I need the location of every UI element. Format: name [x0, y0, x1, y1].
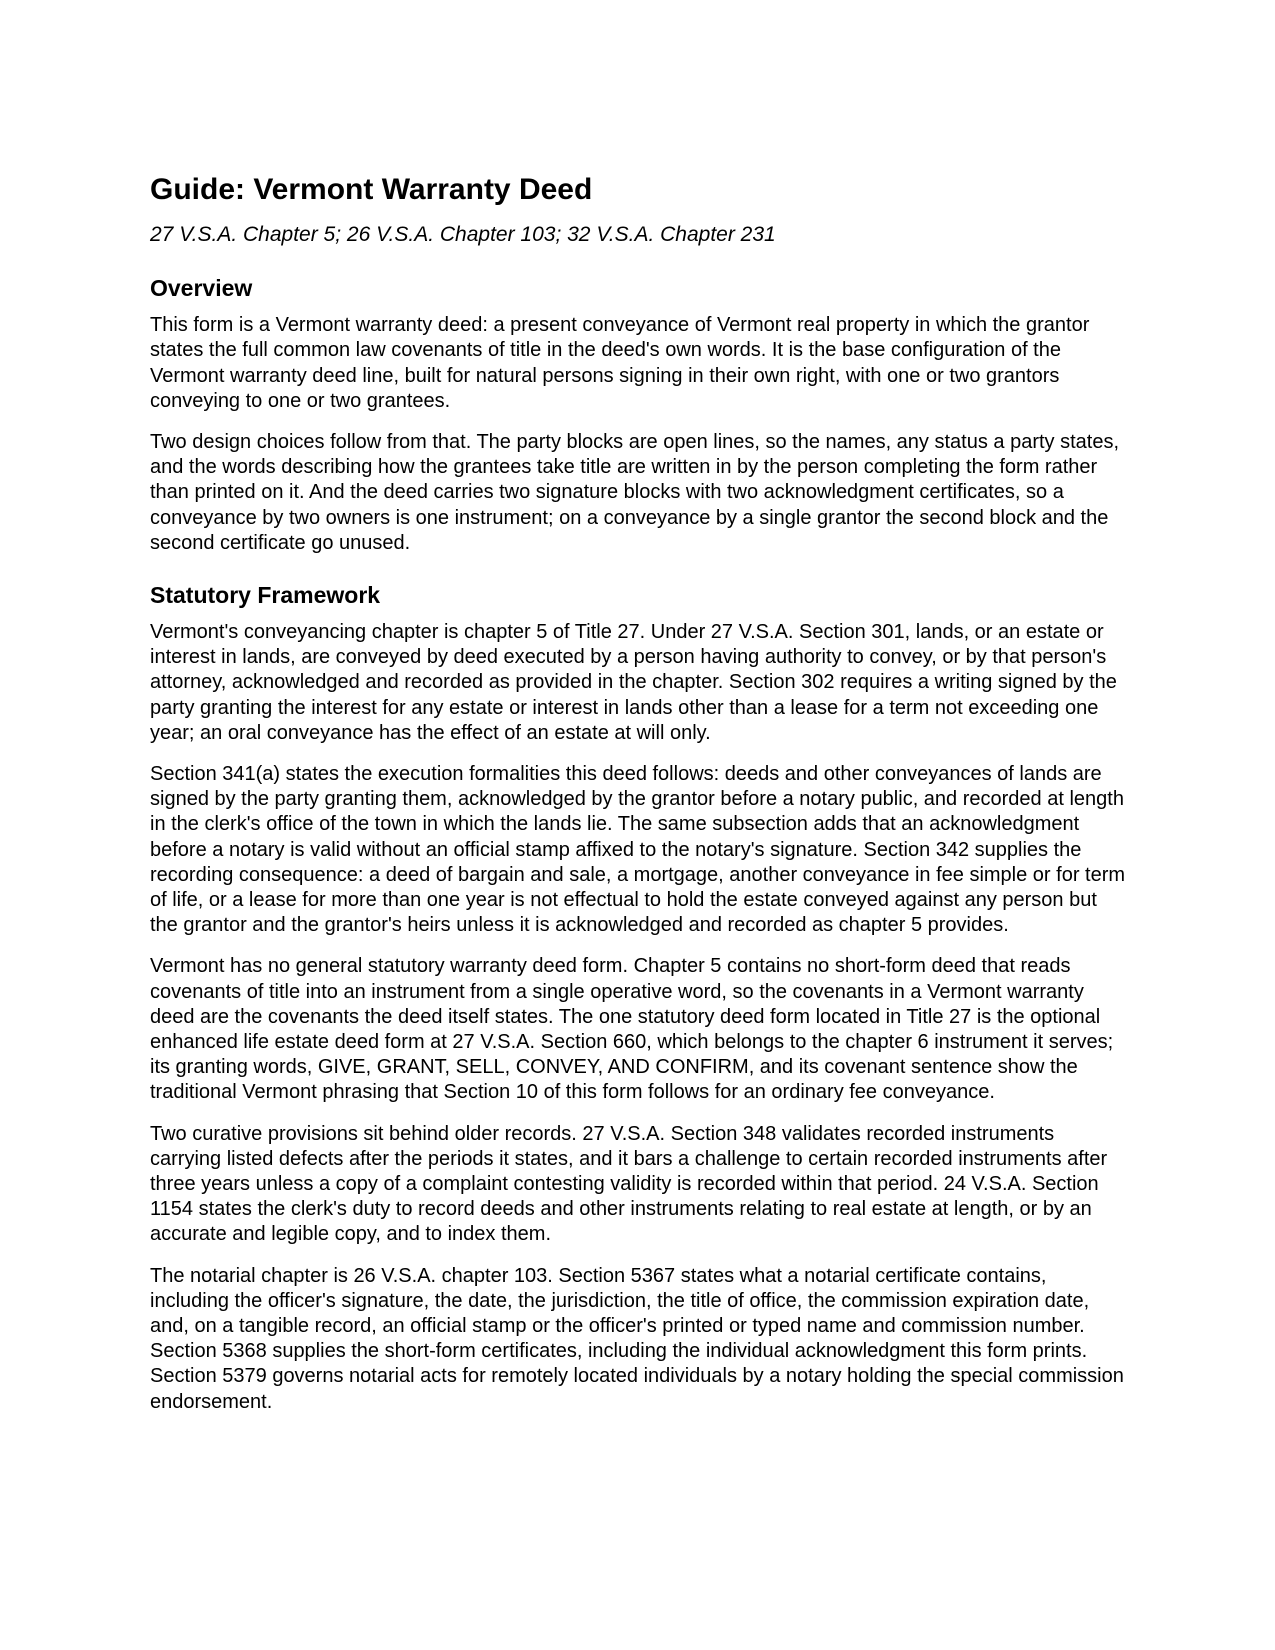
statutory-citation: 27 V.S.A. Chapter 5; 26 V.S.A. Chapter 103; 32 V.S.A. Chapter 231 — [150, 223, 776, 246]
paragraph: Vermont has no general statutory warranty deed form. Chapter 5 contains no short-form deed that reads covenants of title into an instrument from a single operative word, so the covenants in a Vermont warranty deed are the covenants the deed itself states. The one statutory deed form located in Title 27 is the optional enhanced life estate deed form at 27 V.S.A. Section 660, which belongs to the chapter 6 instrument it serves; its granting words, GIVE, GRANT, SELL, CONVEY, AND CONFIRM, and its covenant sentence show the traditional Vermont phrasing that Section 10 of this form follows for an ordinary fee conveyance. — [150, 955, 1114, 1104]
page-title: Guide: Vermont Warranty Deed — [150, 173, 593, 206]
paragraph: Two curative provisions sit behind older records. 27 V.S.A. Section 348 validates recorded instruments carrying listed defects after the periods it states, and it bars a challenge to certain recorded instruments after three years unless a copy of a complaint contesting validity is recorded within that period. 24 V.S.A. Section 1154 states the clerk's duty to record deeds and other instruments relating to real estate at length, or by an accurate and legible copy, and to index them. — [150, 1122, 1108, 1246]
section-statutory-framework — [150, 581, 1130, 1415]
paragraph: This form is a Vermont warranty deed: a present conveyance of Vermont real property in which the grantor states the full common law covenants of title in the deed's own words. It is the base configuration of the Vermont warranty deed line, built for natural persons signing in their own right, with one or two grantors conveying to one or two grantees. — [150, 314, 1090, 412]
document-page — [150, 170, 1130, 1431]
section-heading: Overview — [150, 275, 253, 302]
section-heading: Statutory Framework — [150, 582, 381, 609]
section-overview — [150, 274, 1130, 556]
paragraph: Two design choices follow from that. The party blocks are open lines, so the names, any status a party states, and the words describing how the grantees take title are written in by the person completing the form rather than printed on it. And the deed carries two signature blocks with two acknowledgment certificates, so a conveyance by two owners is one instrument; on a conveyance by a single grantor the second block and the second certificate go unused. — [150, 431, 1120, 554]
paragraph: The notarial chapter is 26 V.S.A. chapter 103. Section 5367 states what a notarial certificate contains, including the officer's signature, the date, the jurisdiction, the title of office, the commission expiration date, and, on a tangible record, an official stamp or the officer's printed or typed name and commission number. Section 5368 supplies the short-form certificates, including the individual acknowledgment this form prints. Section 5379 governs notarial acts for remotely located individuals by a notary holding the special commission endorsement. — [150, 1264, 1124, 1413]
paragraph: Vermont's conveyancing chapter is chapter 5 of Title 27. Under 27 V.S.A. Section 301, lands, or an estate or interest in lands, are conveyed by deed executed by a person having authority to convey, or by that person's attorney, acknowledged and recorded as provided in the chapter. Section 302 requires a writing signed by the party granting the interest for any estate or interest in lands other than a lease for a term not exceeding one year; an oral conveyance has the effect of an estate at will only. — [150, 620, 1117, 744]
paragraph: Section 341(a) states the execution formalities this deed follows: deeds and other conveyances of lands are signed by the party granting them, acknowledged by the grantor before a notary public, and recorded at length in the clerk's office of the town in which the lands lie. The same subsection adds that an acknowledgment before a notary is valid without an official stamp affixed to the notary's signature. Section 342 supplies the recording consequence: a deed of bargain and sale, a mortgage, another conveyance in fee simple or for term of life, or a lease for more than one year is not effectual to hold the estate conveyed against any person but the grantor and the grantor's heirs unless it is acknowledged and recorded as chapter 5 provides. — [150, 762, 1126, 937]
